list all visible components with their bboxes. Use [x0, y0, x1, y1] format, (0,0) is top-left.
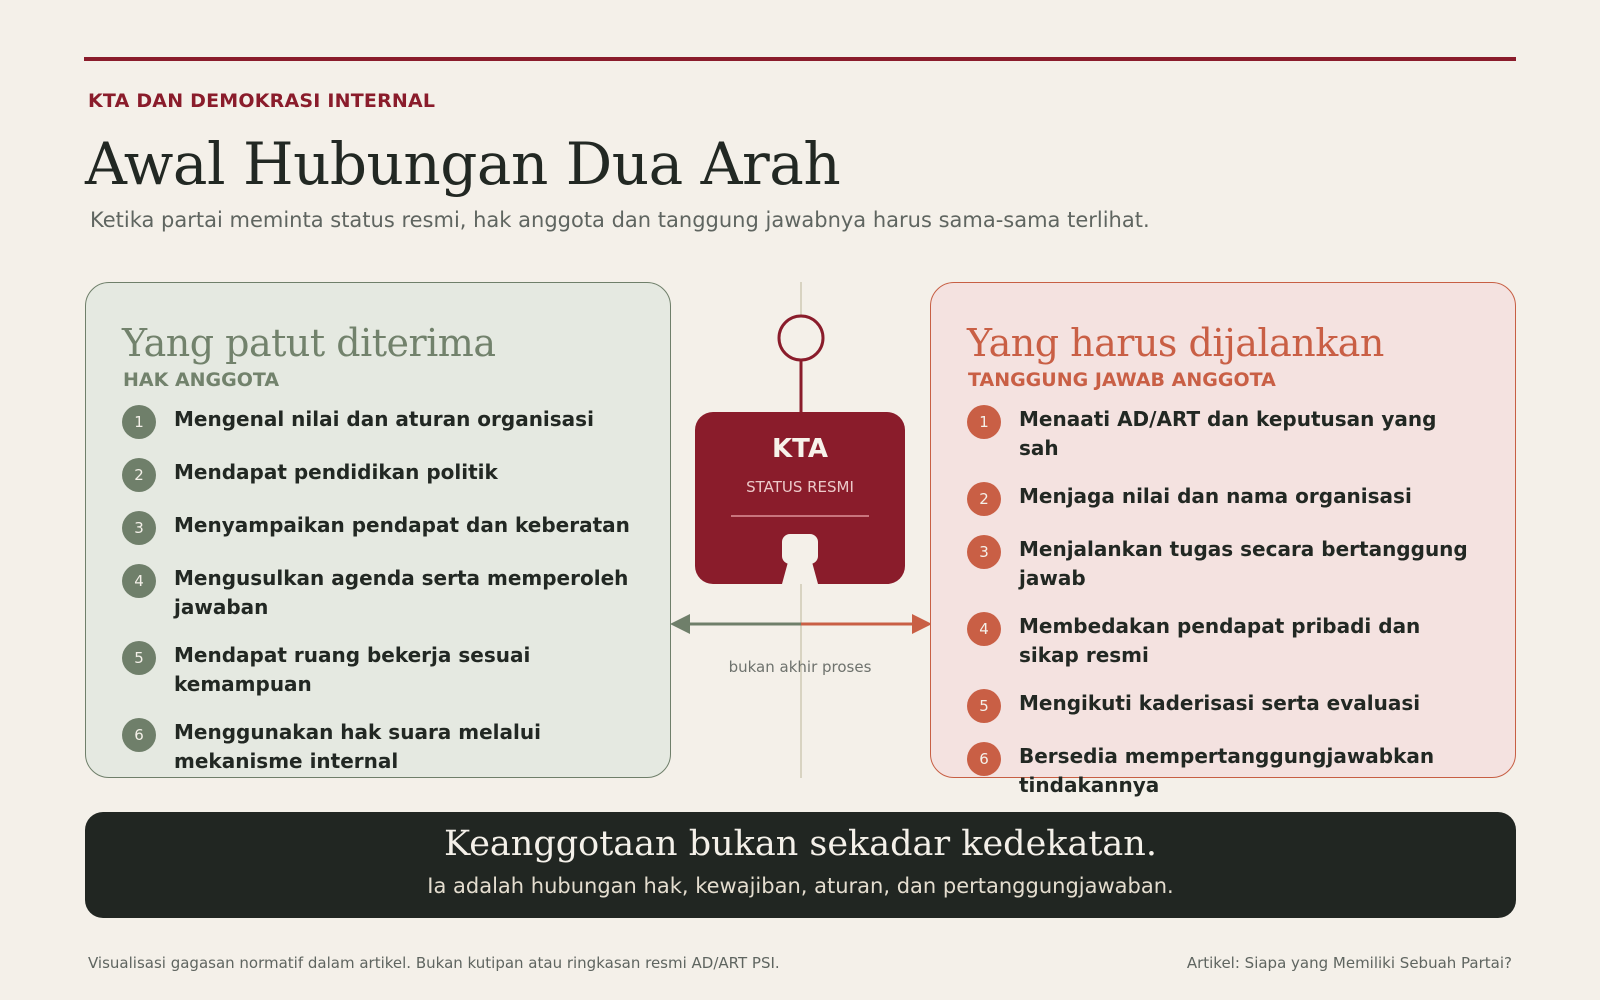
lanyard-ring-icon [779, 316, 823, 360]
item-text: Mendapat pendidikan politik [174, 460, 498, 484]
item-number: 6 [122, 718, 156, 752]
item-number: 1 [967, 405, 1001, 439]
item-text: Bersedia mempertanggungjawabkan tindakannya [1019, 744, 1435, 797]
item-text: Menaati AD/ART dan keputusan yang sah [1019, 407, 1437, 460]
top-rule [84, 57, 1516, 61]
page-title: Awal Hubungan Dua Arah [85, 130, 841, 198]
list-item [122, 405, 634, 439]
item-text: Menjaga nilai dan nama organisasi [1019, 484, 1412, 508]
item-text: Membedakan pendapat pribadi dan sikap resmi [1019, 614, 1421, 667]
footer-source: Artikel: Siapa yang Memiliki Sebuah Partai? [1186, 954, 1512, 972]
item-number: 4 [967, 612, 1001, 646]
rights-list [122, 405, 634, 776]
kta-label: KTA [772, 434, 828, 464]
banner-title: Keanggotaan bukan sekadar kedekatan. [444, 824, 1157, 864]
person-silhouette-icon [780, 534, 820, 584]
list-item [122, 718, 634, 776]
list-item [967, 689, 1479, 723]
rights-label: HAK ANGGOTA [123, 369, 280, 391]
kta-status: STATUS RESMI [746, 478, 854, 496]
item-number: 6 [967, 742, 1001, 776]
item-number: 2 [122, 458, 156, 492]
item-number: 3 [122, 511, 156, 545]
list-item [967, 405, 1479, 463]
item-text: Mendapat ruang bekerja sesuai kemampuan [174, 643, 531, 696]
item-number: 4 [122, 564, 156, 598]
banner-subtitle: Ia adalah hubungan hak, kewajiban, aturan, dan pertanggungjawaban. [427, 874, 1174, 898]
list-item [967, 482, 1479, 516]
item-text: Menyampaikan pendapat dan keberatan [174, 513, 630, 537]
list-item [122, 511, 634, 545]
page-subtitle: Ketika partai meminta status resmi, hak anggota dan tanggung jawabnya harus sama-sama terlihat. [90, 208, 1150, 232]
list-item [122, 641, 634, 699]
item-number: 5 [122, 641, 156, 675]
arrow-right-head [912, 614, 932, 634]
kta-divider [731, 515, 869, 517]
item-number: 3 [967, 535, 1001, 569]
list-item [122, 458, 634, 492]
list-item [967, 612, 1479, 670]
arrow-left-head [670, 614, 690, 634]
list-item [967, 742, 1479, 800]
item-text: Menjalankan tugas secara bertanggung jawab [1019, 537, 1468, 590]
arrow-caption: bukan akhir proses [728, 658, 872, 676]
rights-panel [85, 282, 671, 778]
item-text: Mengenal nilai dan aturan organisasi [174, 407, 594, 431]
responsibilities-label: TANGGUNG JAWAB ANGGOTA [968, 369, 1276, 391]
item-text: Mengikuti kaderisasi serta evaluasi [1019, 691, 1421, 715]
item-number: 5 [967, 689, 1001, 723]
item-text: Menggunakan hak suara melalui mekanisme internal [174, 720, 541, 773]
list-item [967, 535, 1479, 593]
kta-card [695, 412, 905, 584]
rights-heading: Yang patut diterima [122, 321, 496, 365]
list-item [122, 564, 634, 622]
summary-banner [85, 812, 1516, 918]
item-number: 2 [967, 482, 1001, 516]
footer-note: Visualisasi gagasan normatif dalam artikel. Bukan kutipan atau ringkasan resmi AD/ART PSI. [88, 954, 780, 972]
item-number: 1 [122, 405, 156, 439]
responsibilities-heading: Yang harus dijalankan [967, 321, 1384, 365]
responsibilities-panel [930, 282, 1516, 797]
responsibilities-list [967, 405, 1479, 800]
kicker: KTA DAN DEMOKRASI INTERNAL [88, 90, 436, 112]
item-text: Mengusulkan agenda serta memperoleh jawaban [174, 566, 629, 619]
